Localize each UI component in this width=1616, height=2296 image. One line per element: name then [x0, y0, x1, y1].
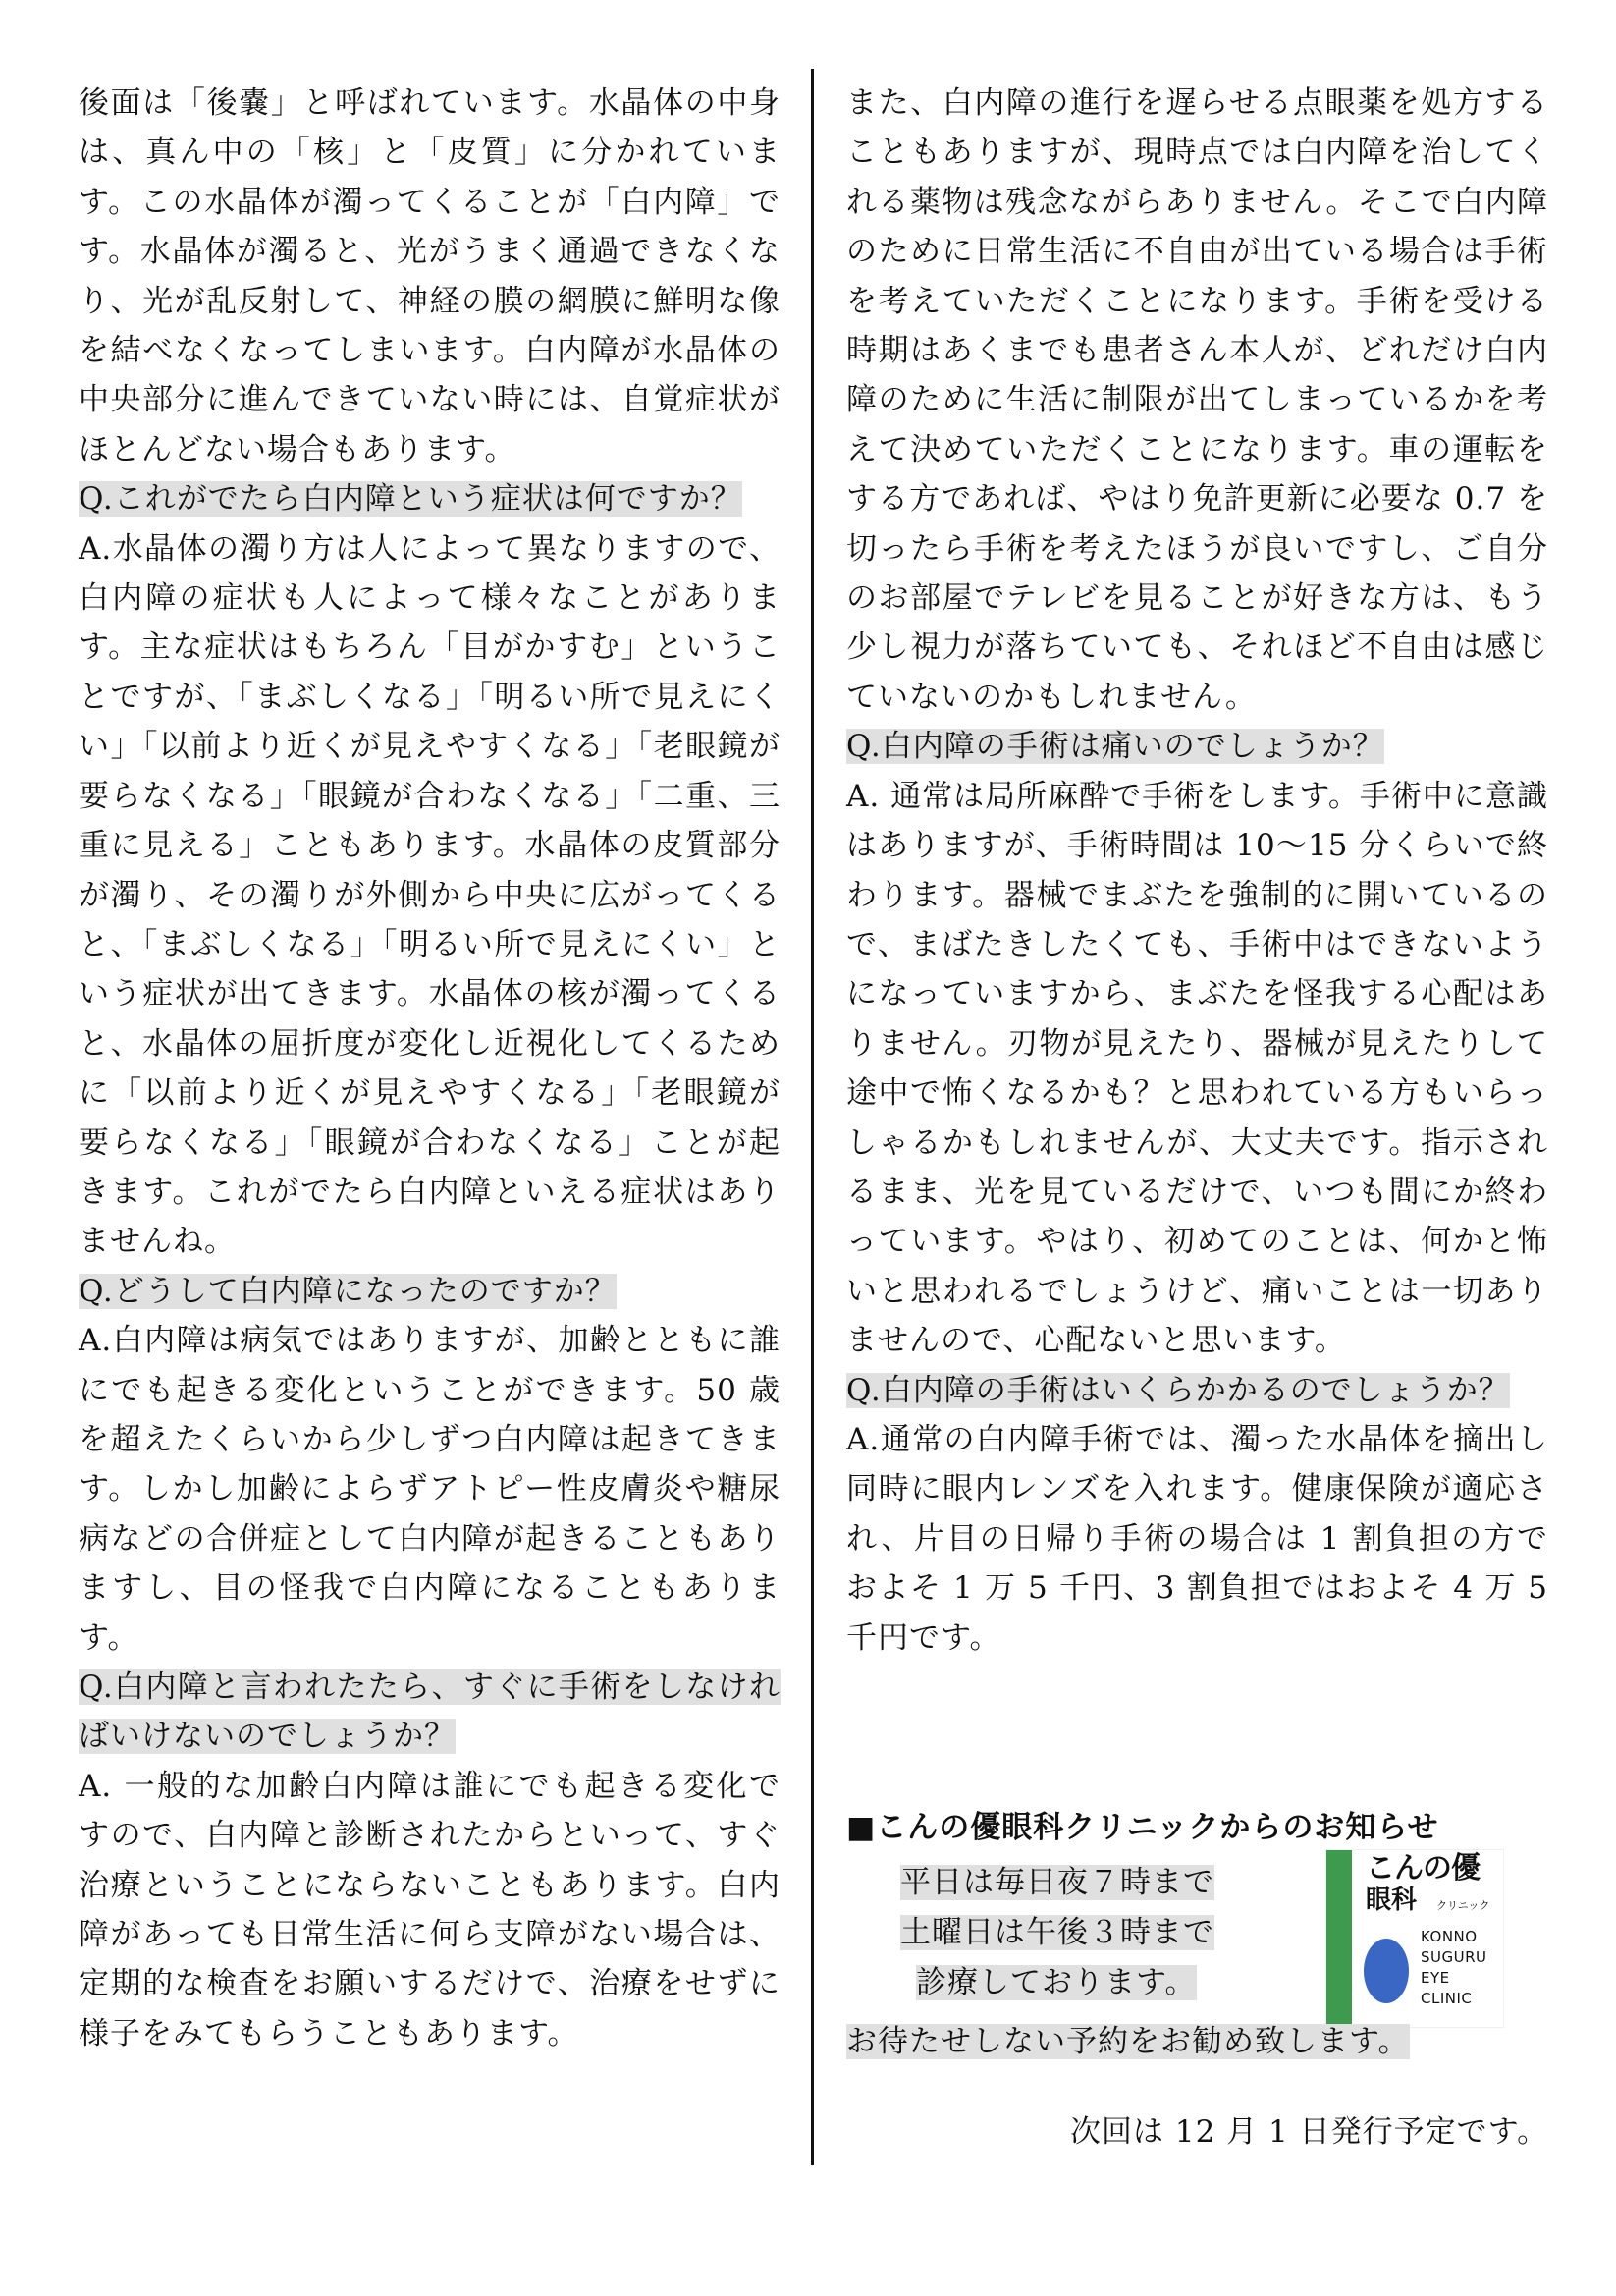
logo-name: こんの優 — [1366, 1851, 1480, 1886]
right-column — [846, 79, 1548, 1663]
next-issue-note: 次回は 12 月 1 日発行予定です。 — [1070, 2114, 1549, 2150]
question-heading: Q.白内障と言われたたら、すぐに手術をしなければいけないのでしょうか？ — [79, 1669, 781, 1755]
paragraph: A.白内障は病気ではありますが、加齢とともに誰にでも起きる変化ということができます。50 歳を超えたくらいから少しずつ白内障は起きてきます。しかし加齢によらずアトピー性皮膚炎や糖尿病などの合併症として白内障が起きることもありますし、目の怪我で白内障になることもあります。 — [79, 1323, 781, 1656]
question-heading: Q.白内障の手術はいくらかかるのでしょうか？ — [846, 1372, 1510, 1408]
hours-note: 診療しております。 — [916, 1965, 1197, 2000]
clinic-notice — [846, 1803, 1553, 2059]
logo-clinic-label: クリニック — [1436, 1899, 1490, 1912]
hours-saturday: 土曜日は午後３時まで — [900, 1915, 1214, 1950]
logo-blue-oval — [1364, 1939, 1409, 2003]
question-heading: Q.どうして白内障になったのですか？ — [79, 1273, 617, 1309]
paragraph: 後面は「後嚢」と呼ばれています。水晶体の中身は、真ん中の「核」と「皮質」に分かれています。この水晶体が濁ってくることが「白内障」です。水晶体が濁ると、光がうまく通過できなくなり、光が乱反射して、神経の膜の網膜に鮮明な像を結べなくなってしまいます。白内障が水晶体の中央部分に進んできていない時には、自覚症状がほとんどない場合もあります。 — [79, 85, 781, 467]
paragraph: また、白内障の進行を遅らせる点眼薬を処方することもありますが、現時点では白内障を治してくれる薬物は残念ながらありません。そこで白内障のために日常生活に不自由が出ている場合は手術を考えていただくことになります。手術を受ける時期はあくまでも患者さん本人が、どれだけ白内障のために生活に制限が出てしまっているかを考えて決めていただくことになります。車の運転をする方であれば、やはり免許更新に必要な 0.7 を切ったら手術を考えたほうが良いですし、ご自分のお部屋でテレビを見ることが好きな方は、もう少し視力が落ちていても、それほど不自由は感じていないのかもしれません。 — [846, 85, 1548, 715]
paragraph: A.水晶体の濁り方は人によって異なりますので、白内障の症状も人によって様々なことがあります。主な症状はもちろん「目がかすむ」ということですが、「まぶしくなる」「明るい所で見えにくい」「以前より近くが見えやすくなる」「老眼鏡が要らなくなる」「眼鏡が合わなくなる」「二重、三重に見える」こともあります。水晶体の皮質部分が濁り、その濁りが外側から中央に広がってくると、「まぶしくなる」「明るい所で見えにくい」という症状が出てきます。水晶体の核が濁ってくると、水晶体の屈折度が変化し近視化してくるために「以前より近くが見えやすくなる」「老眼鏡が要らなくなる」「眼鏡が合わなくなる」ことが起きます。これがでたら白内障といえる症状はありませんね。 — [79, 530, 781, 1260]
column-divider — [811, 69, 814, 2165]
clinic-logo — [1325, 1849, 1504, 2028]
notice-title: ■こんの優眼科クリニックからのお知らせ — [846, 1810, 1439, 1845]
question-heading: Q.白内障の手術は痛いのでしょうか？ — [846, 729, 1384, 765]
hours-weekday: 平日は毎日夜７時まで — [900, 1865, 1214, 1900]
logo-name-2: 眼科 — [1366, 1886, 1418, 1915]
reservation-note: お待たせしない予約をお勧め致します。 — [846, 2024, 1410, 2059]
logo-green-bar — [1326, 1850, 1352, 2027]
question-heading: Q.これがでたら白内障という症状は何ですか？ — [79, 481, 742, 518]
paragraph: A.通常の白内障手術では、濁った水晶体を摘出し同時に眼内レンズを入れます。健康保険が適応され、片目の日帰り手術の場合は 1 割負担の方でおよそ 1 万 5 千円、3 割負担ではおよそ 4 万 5 千円です。 — [846, 1421, 1548, 1656]
paragraph: A. 一般的な加齢白内障は誰にでも起きる変化ですので、白内障と診断されたからといって、すぐ治療ということにならないこともあります。白内障があっても日常生活に何ら支障がない場合は、定期的な検査をお願いするだけで、治療をせずに様子をみてもらうこともあります。 — [79, 1768, 781, 2051]
opening-hours — [900, 1858, 1254, 2008]
left-column — [79, 79, 781, 2058]
paragraph: A. 通常は局所麻酔で手術をします。手術中に意識はありますが、手術時間は 10～15 分くらいで終わります。器械でまぶたを強制的に開いているので、まばたきしたくても、手術中はできないようになっていますから、まぶたを怪我する心配はありません。刃物が見えたり、器械が見えたりして途中で怖くなるかも？と思われている方もいらっしゃるかもしれませんが、大丈夫です。指示されるまま、光を見ているだけで、いつも間にか終わっています。やはり、初めてのことは、何かと怖いと思われるでしょうけど、痛いことは一切ありませんので、心配ないと思います。 — [846, 778, 1548, 1359]
logo-english: KONNO SUGURU EYE CLINIC — [1421, 1928, 1487, 2007]
